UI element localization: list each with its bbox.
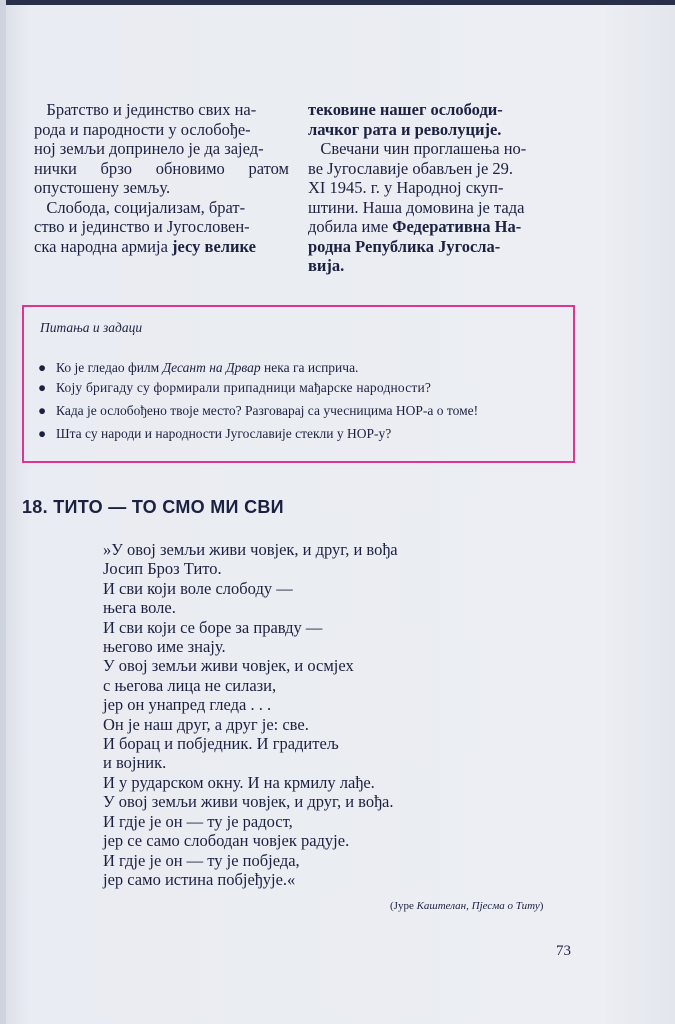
poem-line: с његова лица не силази,	[103, 675, 277, 695]
questions-title: Питања и задаци	[40, 320, 143, 335]
right-bold-lines: тековине нашег ослободи- лачког рата и револуције.	[308, 100, 503, 139]
bullet-icon: ●	[38, 380, 47, 395]
poem-line: И гдје је он — ту је побједа,	[103, 850, 300, 870]
question-text: Коју бригаду су формирали припадници мађарске народности?	[56, 380, 432, 395]
poem-source: (Јуре Каштелан, Пјесма о Титу)	[390, 900, 544, 912]
poem-line: јер се само слободан човјек радује.	[103, 831, 350, 851]
section-number: 18.	[22, 497, 48, 517]
film-title: Десант на Дрвар	[162, 360, 261, 375]
source-author-first: Јуре	[393, 900, 414, 912]
left-col-lines: Братство и јединство свих на- рода и пародности у ослобође- ној земљи допринело је да зајед- нички брзо обновимо ратом опустошену земљу.	[34, 100, 289, 197]
left-p2-line-1: Слобода, социјализам, брат-	[46, 197, 246, 217]
left-p2-line-3: ска народна армија	[34, 236, 173, 256]
right-paragraph-2: Свечани чин проглашења но- ве Југославије обављен је 29. XI 1945. г. у Народној скуп- штини. Наша домовина је тада добила име Федеративна На- родна Република Југосла- вија.	[308, 139, 527, 275]
question-text: Ко је гледао филм	[56, 360, 163, 375]
bullet-icon: ●	[38, 403, 47, 418]
poem-line: И борац и побједник. И градитељ	[103, 734, 339, 754]
poem-line: И сви који се боре за правду —	[103, 617, 323, 637]
poem-line: и војник.	[103, 753, 167, 773]
source-author-last: Каштелан	[416, 900, 467, 912]
poem-line: Он је наш друг, а друг је: све.	[103, 714, 309, 734]
question-text: Шта су народи и народности Југославије стекли у НОР-у?	[56, 426, 392, 441]
poem-line: његово име знају.	[103, 637, 226, 657]
poem-line: јер он унапред гледа . . .	[103, 695, 272, 715]
page-binding-edge	[0, 0, 6, 1024]
right-text-column	[308, 100, 578, 276]
source-work: Пјесма о Титу	[471, 900, 540, 912]
page-number: 73	[556, 943, 571, 959]
poem	[103, 540, 398, 889]
bullet-icon: ●	[38, 360, 47, 375]
question-text-end: нека га исприча.	[260, 360, 359, 375]
question-item	[38, 402, 558, 419]
question-text: Када је ослобођено твоје место? Разговарај са учесницима НОР-а о томе!	[56, 403, 479, 418]
left-text-column	[34, 100, 289, 256]
questions-box	[22, 305, 575, 463]
poem-line: Јосип Броз Тито.	[103, 559, 222, 579]
poem-line: јер само истина побјеђује.«	[103, 869, 296, 889]
poem-line: И гдје је он — ту је радост,	[103, 811, 293, 831]
left-paragraph-2	[34, 198, 289, 257]
poem-line: У овој земљи живи човјек, и осмјех	[103, 656, 354, 676]
poem-line: њега воле.	[103, 598, 176, 618]
left-p2-bold: јесу велике	[172, 236, 256, 256]
poem-line: И у рударском окну. И на крмилу лађе.	[103, 772, 375, 792]
question-item	[38, 359, 558, 376]
left-p2-line-2: ство и јединство и Југословен-	[34, 217, 250, 236]
questions-list	[38, 359, 558, 445]
section-title: ТИТО — ТО СМО МИ СВИ	[53, 497, 284, 517]
question-item	[38, 379, 558, 396]
page-top-edge	[0, 0, 675, 5]
poem-line: У овој земљи живи човјек, и друг, и вођа.	[103, 792, 394, 812]
question-item	[38, 425, 558, 442]
poem-line: »У овој земљи живи човјек, и друг, и вођа	[103, 540, 398, 559]
bullet-icon: ●	[38, 426, 47, 441]
section-heading	[22, 497, 284, 518]
poem-line: И сви који воле слободу —	[103, 578, 293, 598]
